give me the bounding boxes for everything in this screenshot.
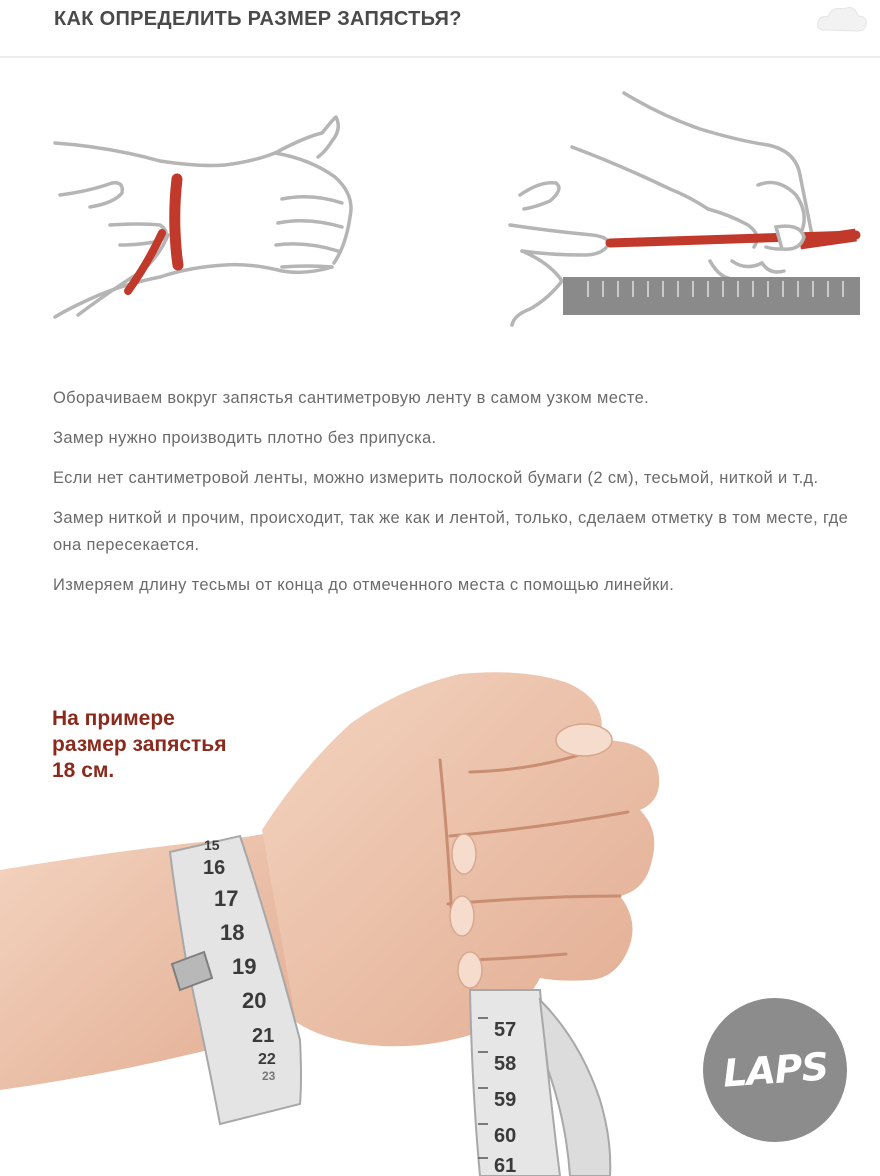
example-line-1: На примере [52,707,175,730]
example-line-2: размер запястья [52,733,227,756]
instruction-4: Замер ниткой и прочим, происходит, так же как и лентой, только, сделаем отметку в том месте, где она пересекается. [53,509,849,554]
instruction-1: Оборачиваем вокруг запястья сантиметровую ленту в самом узком месте. [53,389,650,407]
tape-number: 23 [262,1069,276,1083]
tape-number: 57 [494,1019,517,1041]
tape-number: 15 [204,837,220,853]
tape-number: 19 [232,954,257,979]
logo-text: LAPS [721,1044,829,1096]
tape-number: 18 [220,920,245,945]
measuring-strap-illustration [500,85,870,330]
tape-number: 58 [494,1053,517,1075]
tape-number: 61 [494,1155,517,1176]
laps-logo [703,998,847,1142]
example-line-3: 18 см. [52,759,115,782]
cloud-icon [812,0,872,36]
instruction-2: Замер нужно производить плотно без припуска. [53,429,437,447]
tape-number: 59 [494,1089,517,1111]
header [0,0,880,58]
example-note [52,706,282,784]
instructions [53,385,863,612]
tape-number: 17 [214,886,239,911]
instruction-3: Если нет сантиметровой ленты, можно измерить полоской бумаги (2 см), тесьмой, ниткой и т.д. [53,469,819,487]
page-title: КАК ОПРЕДЕЛИТЬ РАЗМЕР ЗАПЯСТЬЯ? [54,8,462,30]
wrapped-wrist-illustration [50,95,380,330]
ruler [563,277,860,315]
tape-number: 60 [494,1125,517,1147]
tape-number: 21 [252,1025,275,1047]
tape-number: 22 [258,1051,276,1068]
tape-number: 16 [203,857,226,879]
instruction-5: Измеряем длину тесьмы от конца до отмеченного места с помощью линейки. [53,576,675,594]
tape-number: 20 [242,988,267,1013]
